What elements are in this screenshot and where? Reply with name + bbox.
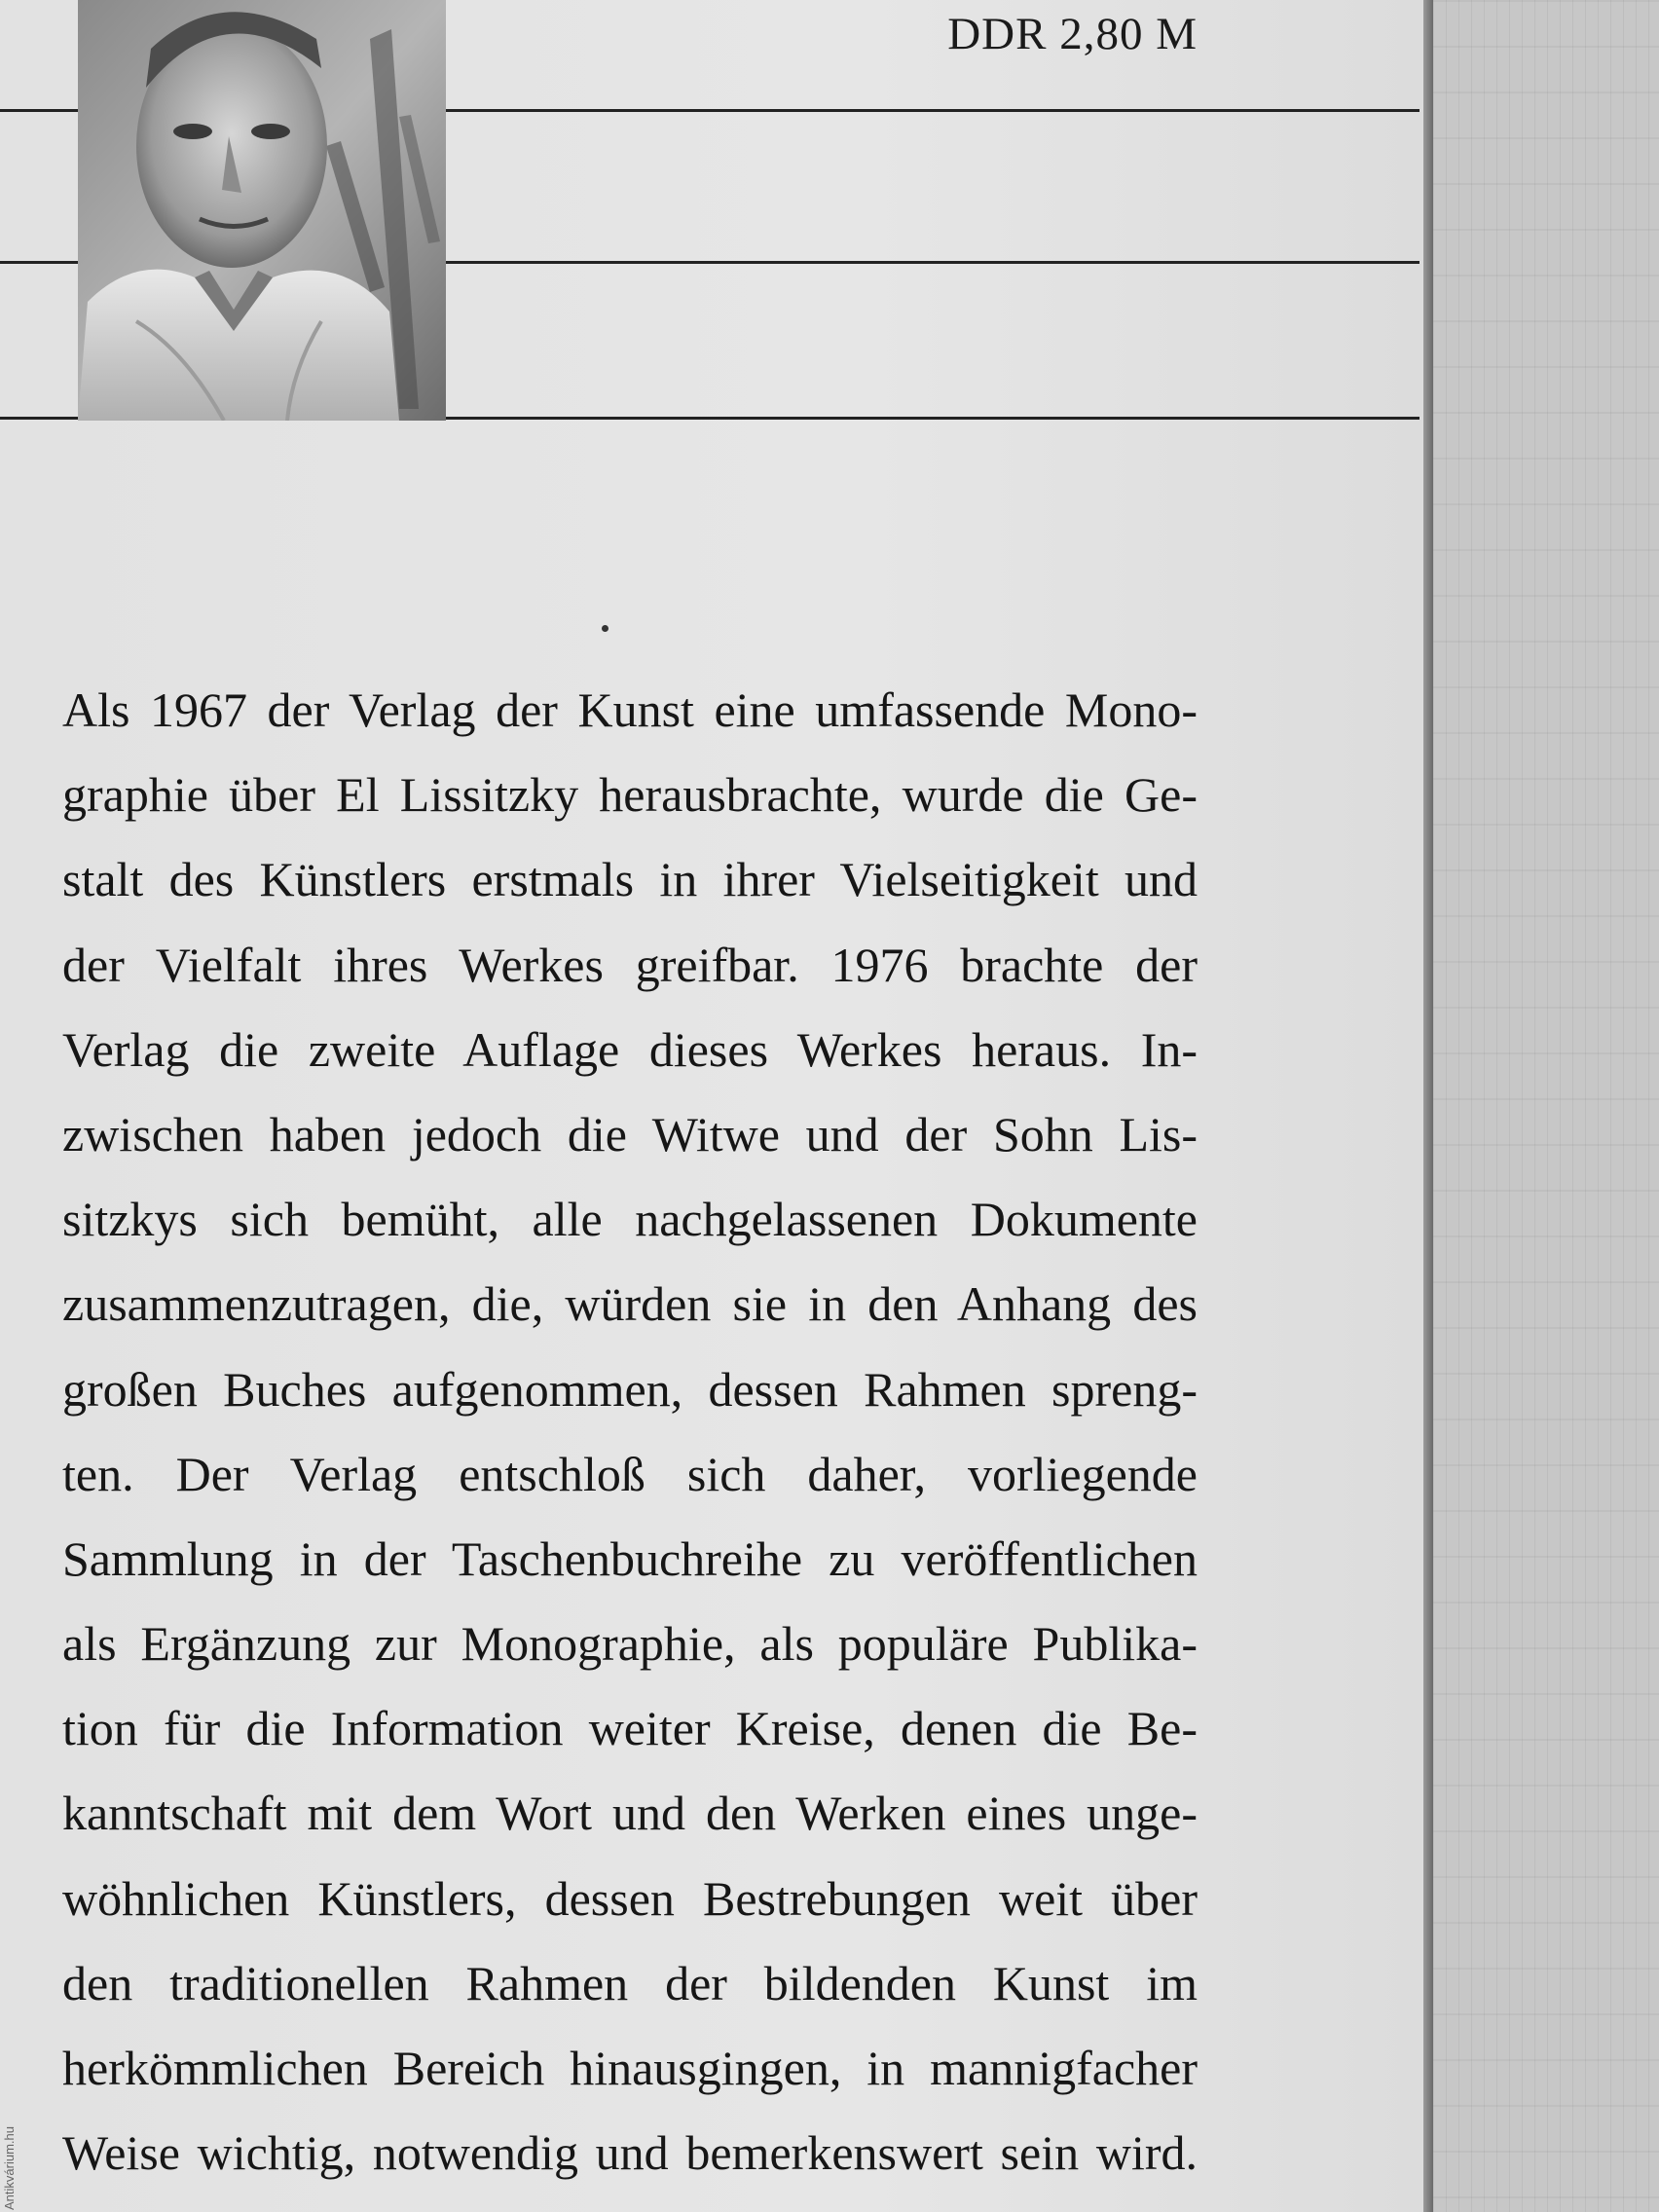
blurb-line: wöhnlichen Künstlers, dessen Bestrebungen weit über xyxy=(62,1870,1198,1926)
watermark-text: Antikvárium.hu xyxy=(2,2126,17,2210)
page-edge-shadow xyxy=(1423,0,1433,2212)
horizontal-rule xyxy=(0,109,78,112)
blurb-line: Weise wichtig, notwendig und bemerkenswert sein wird. xyxy=(62,2125,1198,2181)
horizontal-rule xyxy=(446,417,1419,420)
author-portrait-photo xyxy=(78,0,446,421)
blurb-line: ten. Der Verlag entschloß sich daher, vorliegende xyxy=(62,1446,1198,1501)
blurb-line: herkömmlichen Bereich hinausgingen, in mannigfacher xyxy=(62,2041,1198,2095)
blurb-line: graphie über El Lissitzky herausbrachte, wurde die Ge- xyxy=(62,767,1198,823)
blurb-line: stalt des Künstlers erstmals in ihrer Vielseitigkeit und xyxy=(62,852,1198,907)
blurb-line: großen Buches aufgenommen, dessen Rahmen spreng- xyxy=(62,1361,1198,1417)
blurb-line: den traditionellen Rahmen der bildenden Kunst im xyxy=(62,1955,1198,2010)
wooden-surface-background xyxy=(1433,0,1659,2212)
horizontal-rule xyxy=(0,417,78,420)
blurb-line: Sammlung in der Taschenbuchreihe zu veröffentlichen xyxy=(62,1530,1198,1586)
decorative-dot xyxy=(602,625,608,632)
blurb-line: zwischen haben jedoch die Witwe und der Sohn Lis- xyxy=(62,1106,1198,1161)
horizontal-rule xyxy=(446,261,1419,264)
horizontal-rule xyxy=(446,109,1419,112)
blurb-line: sitzkys sich bemüht, alle nachgelassenen Dokumente xyxy=(62,1192,1198,1247)
blurb-line: Als 1967 der Verlag der Kunst eine umfassende Mono- xyxy=(62,682,1198,737)
blurb-line: Verlag die zweite Auflage dieses Werkes heraus. In- xyxy=(62,1021,1198,1077)
blurb-line: der Vielfalt ihres Werkes greifbar. 1976 brachte der xyxy=(62,937,1198,992)
price-label: DDR 2,80 M xyxy=(947,9,1198,59)
blurb-line: kanntschaft mit dem Wort und den Werken eines unge- xyxy=(62,1786,1198,1841)
horizontal-rule xyxy=(0,261,78,264)
blurb-paragraph xyxy=(62,668,1198,2195)
blurb-line: tion für die Information weiter Kreise, denen die Be- xyxy=(62,1701,1198,1756)
blurb-line: zusammenzutragen, die, würden sie in den Anhang des xyxy=(62,1276,1198,1332)
blurb-line: als Ergänzung zur Monographie, als populäre Publika- xyxy=(62,1616,1198,1672)
